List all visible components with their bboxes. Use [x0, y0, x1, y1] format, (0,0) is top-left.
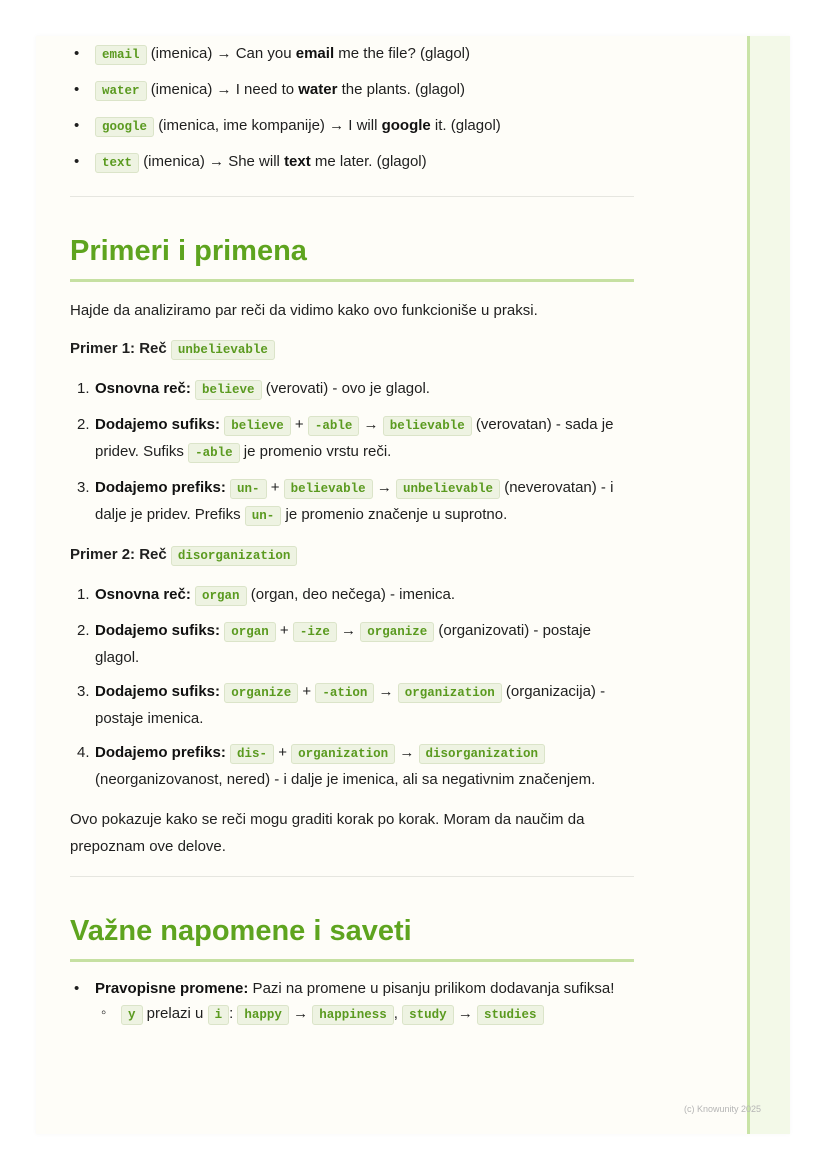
example2-label: Primer 2: Reč disorganization — [70, 542, 634, 569]
code-chip: -able — [308, 416, 360, 436]
list-item: ◦ y prelazi u i : happy → happiness , study → studies — [121, 1001, 634, 1028]
code-chip: disorganization — [171, 546, 298, 566]
code-chip: believe — [224, 416, 291, 436]
code-chip: studies — [477, 1005, 544, 1025]
example1-steps — [70, 376, 634, 529]
right-margin-stripe — [747, 36, 790, 1134]
code-chip: dis- — [230, 744, 274, 764]
example1-label: Primer 1: Reč unbelievable — [70, 336, 634, 363]
code-chip: organization — [398, 683, 502, 703]
code-chip: believe — [195, 380, 262, 400]
list-item: 1. Osnovna reč: believe (verovati) - ovo je glagol. — [95, 376, 634, 403]
tips-list — [70, 976, 634, 1028]
code-chip: un- — [230, 479, 267, 499]
code-chip: organ — [195, 586, 247, 606]
code-chip: happiness — [312, 1005, 394, 1025]
list-item: 2. Dodajemo sufiks: believe + -able → believable (verovatan) - sada je pridev. Sufiks -able je promenio vrstu reči. — [95, 412, 634, 466]
conversion-examples-list — [70, 41, 634, 176]
code-chip: organize — [360, 622, 434, 642]
list-item: • water (imenica) → I need to water the plants. (glagol) — [95, 77, 634, 104]
code-chip: -ation — [315, 683, 374, 703]
section-divider — [70, 196, 634, 197]
conclusion-paragraph: Ovo pokazuje kako se reči mogu graditi korak po korak. Moram da naučim da prepoznam ove delove. — [70, 811, 585, 855]
list-item: • email (imenica) → Can you email me the file? (glagol) — [95, 41, 634, 68]
code-chip: -able — [188, 443, 240, 463]
copyright-footer: (c) Knowunity 2025 — [684, 1104, 762, 1114]
code-chip: organization — [291, 744, 395, 764]
code-chip: water — [95, 81, 147, 101]
list-item: 2. Dodajemo sufiks: organ + -ize → organize (organizovati) - postaje glagol. — [77, 622, 591, 666]
code-chip: -ize — [293, 622, 337, 642]
code-chip: believable — [284, 479, 373, 499]
code-chip: organ — [224, 622, 276, 642]
intro-paragraph: Hajde da analiziramo par reči da vidimo kako ovo funkcioniše u praksi. — [70, 302, 538, 319]
section-heading-primeri: Primeri i primena — [70, 233, 634, 282]
code-chip: text — [95, 153, 139, 173]
document-content — [70, 36, 634, 1037]
list-item: • Pravopisne promene: Pazi na promene u pisanju prilikom dodavanja sufiksa! ◦ y prelazi u i : happy → happiness , study → studies — [95, 976, 634, 1028]
example2-steps — [70, 582, 634, 792]
section-heading-napomene: Važne napomene i saveti — [70, 913, 634, 962]
section-divider — [70, 876, 634, 877]
code-chip: email — [95, 45, 147, 65]
code-chip: believable — [383, 416, 472, 436]
code-chip: i — [208, 1005, 230, 1025]
code-chip: happy — [237, 1005, 289, 1025]
list-item: • text (imenica) → She will text me later. (glagol) — [95, 149, 634, 176]
code-chip: unbelievable — [171, 340, 275, 360]
code-chip: unbelievable — [396, 479, 500, 499]
list-item: 4. Dodajemo prefiks: dis- + organization → disorganization (neorganizovanost, nered) - i dalje je imenica, ali sa negativnim značenjem. — [77, 744, 596, 788]
code-chip: y — [121, 1005, 143, 1025]
code-chip: disorganization — [419, 744, 546, 764]
nested-list — [95, 1001, 634, 1028]
code-chip: un- — [245, 506, 282, 526]
list-item: 1. Osnovna reč: organ (organ, deo nečega) - imenica. — [95, 582, 634, 609]
list-item: 3. Dodajemo prefiks: un- + believable → unbelievable (neverovatan) - i dalje je pridev. Prefiks un- je promenio značenje u suprotno. — [95, 475, 634, 529]
code-chip: study — [402, 1005, 454, 1025]
code-chip: organize — [224, 683, 298, 703]
list-item: 3. Dodajemo sufiks: organize + -ation → organization (organizacija) - postaje imenica. — [77, 683, 606, 727]
list-item: • google (imenica, ime kompanije) → I will google it. (glagol) — [95, 113, 634, 140]
code-chip: google — [95, 117, 154, 137]
